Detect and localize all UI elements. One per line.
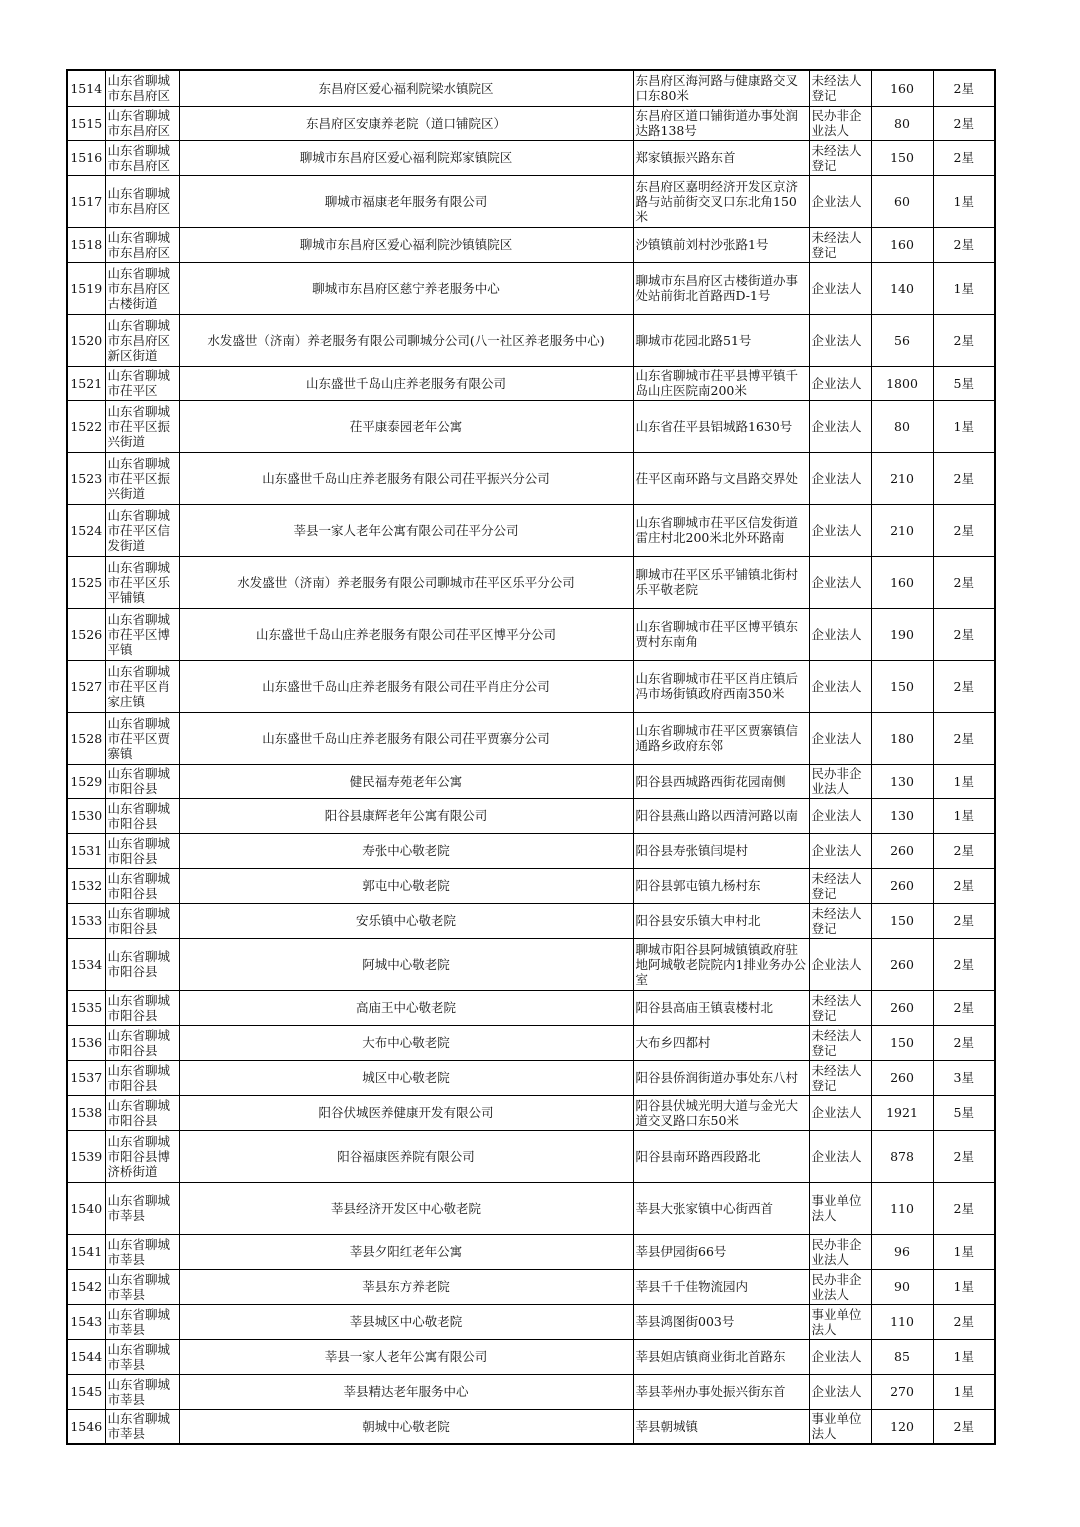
row-number: 1527 bbox=[67, 660, 105, 712]
legal-type-cell: 企业法人 bbox=[809, 504, 871, 556]
star-rating-cell: 2星 bbox=[933, 504, 995, 556]
star-rating-cell: 2星 bbox=[933, 1182, 995, 1234]
beds-cell: 160 bbox=[871, 556, 933, 608]
beds-cell: 190 bbox=[871, 608, 933, 660]
beds-cell: 180 bbox=[871, 712, 933, 764]
star-rating-cell: 5星 bbox=[933, 366, 995, 400]
beds-cell: 150 bbox=[871, 660, 933, 712]
beds-cell: 90 bbox=[871, 1269, 933, 1304]
region-cell: 山东省聊城市莘县 bbox=[105, 1304, 179, 1339]
row-number: 1525 bbox=[67, 556, 105, 608]
legal-type-cell: 未经法人登记 bbox=[809, 227, 871, 262]
address-cell: 聊城市花园北路51号 bbox=[633, 314, 809, 366]
table-row bbox=[67, 608, 995, 660]
legal-type-cell: 未经法人登记 bbox=[809, 1025, 871, 1060]
region-cell: 山东省聊城市阳谷县 bbox=[105, 868, 179, 903]
table-row bbox=[67, 504, 995, 556]
address-cell: 山东省聊城市茌平县博平镇千岛山庄医院南200米 bbox=[633, 366, 809, 400]
address-cell: 阳谷县安乐镇大申村北 bbox=[633, 903, 809, 938]
table-row bbox=[67, 903, 995, 938]
row-number: 1526 bbox=[67, 608, 105, 660]
address-cell: 莘县大张家镇中心街西首 bbox=[633, 1182, 809, 1234]
institution-name-cell: 山东盛世千岛山庄养老服务有限公司茌平区博平分公司 bbox=[179, 608, 633, 660]
table-row bbox=[67, 1304, 995, 1339]
beds-cell: 1921 bbox=[871, 1095, 933, 1130]
region-cell: 山东省聊城市东昌府区 bbox=[105, 140, 179, 175]
legal-type-cell: 未经法人登记 bbox=[809, 70, 871, 106]
row-number: 1517 bbox=[67, 175, 105, 227]
legal-type-cell: 民办非企业法人 bbox=[809, 106, 871, 140]
address-cell: 聊城市东昌府区古楼街道办事处站前街北首路西D-1号 bbox=[633, 262, 809, 314]
legal-type-cell: 企业法人 bbox=[809, 660, 871, 712]
beds-cell: 160 bbox=[871, 70, 933, 106]
legal-type-cell: 企业法人 bbox=[809, 1339, 871, 1374]
address-cell: 阳谷县南环路西段路北 bbox=[633, 1130, 809, 1182]
address-cell: 东昌府区嘉明经济开发区京济路与站前街交叉口东北角150米 bbox=[633, 175, 809, 227]
region-cell: 山东省聊城市茌平区振兴街道 bbox=[105, 400, 179, 452]
table-row bbox=[67, 556, 995, 608]
institution-name-cell: 阿城中心敬老院 bbox=[179, 938, 633, 990]
legal-type-cell: 民办非企业法人 bbox=[809, 1269, 871, 1304]
address-cell: 大布乡四都村 bbox=[633, 1025, 809, 1060]
table-row bbox=[67, 1095, 995, 1130]
row-number: 1520 bbox=[67, 314, 105, 366]
row-number: 1535 bbox=[67, 990, 105, 1025]
table-row bbox=[67, 1130, 995, 1182]
table-row bbox=[67, 1234, 995, 1269]
region-cell: 山东省聊城市莘县 bbox=[105, 1409, 179, 1444]
star-rating-cell: 2星 bbox=[933, 106, 995, 140]
legal-type-cell: 事业单位法人 bbox=[809, 1409, 871, 1444]
table-row bbox=[67, 798, 995, 833]
legal-type-cell: 未经法人登记 bbox=[809, 1060, 871, 1095]
row-number: 1537 bbox=[67, 1060, 105, 1095]
address-cell: 山东省聊城市茌平区贾寨镇信通路乡政府东邻 bbox=[633, 712, 809, 764]
beds-cell: 210 bbox=[871, 452, 933, 504]
institution-name-cell: 山东盛世千岛山庄养老服务有限公司茌平肖庄分公司 bbox=[179, 660, 633, 712]
star-rating-cell: 2星 bbox=[933, 227, 995, 262]
table-row bbox=[67, 227, 995, 262]
beds-cell: 260 bbox=[871, 990, 933, 1025]
institution-name-cell: 水发盛世（济南）养老服务有限公司聊城分公司(八一社区养老服务中心) bbox=[179, 314, 633, 366]
table-row bbox=[67, 938, 995, 990]
institution-name-cell: 安乐镇中心敬老院 bbox=[179, 903, 633, 938]
region-cell: 山东省聊城市茌平区振兴街道 bbox=[105, 452, 179, 504]
table-row bbox=[67, 1025, 995, 1060]
row-number: 1543 bbox=[67, 1304, 105, 1339]
star-rating-cell: 1星 bbox=[933, 175, 995, 227]
table-row bbox=[67, 712, 995, 764]
table-row bbox=[67, 452, 995, 504]
beds-cell: 150 bbox=[871, 903, 933, 938]
legal-type-cell: 企业法人 bbox=[809, 798, 871, 833]
row-number: 1514 bbox=[67, 70, 105, 106]
legal-type-cell: 民办非企业法人 bbox=[809, 764, 871, 798]
beds-cell: 60 bbox=[871, 175, 933, 227]
region-cell: 山东省聊城市东昌府区新区街道 bbox=[105, 314, 179, 366]
row-number: 1530 bbox=[67, 798, 105, 833]
legal-type-cell: 企业法人 bbox=[809, 314, 871, 366]
star-rating-cell: 2星 bbox=[933, 1409, 995, 1444]
star-rating-cell: 2星 bbox=[933, 868, 995, 903]
address-cell: 聊城市茌平区乐平铺镇北街村乐平敬老院 bbox=[633, 556, 809, 608]
star-rating-cell: 3星 bbox=[933, 1060, 995, 1095]
beds-cell: 110 bbox=[871, 1182, 933, 1234]
star-rating-cell: 1星 bbox=[933, 1234, 995, 1269]
star-rating-cell: 1星 bbox=[933, 1269, 995, 1304]
beds-cell: 85 bbox=[871, 1339, 933, 1374]
beds-cell: 260 bbox=[871, 868, 933, 903]
address-cell: 聊城市阳谷县阿城镇镇政府驻地阿城敬老院院内1排业务办公室 bbox=[633, 938, 809, 990]
legal-type-cell: 未经法人登记 bbox=[809, 140, 871, 175]
star-rating-cell: 2星 bbox=[933, 903, 995, 938]
table-row bbox=[67, 262, 995, 314]
institution-name-cell: 大布中心敬老院 bbox=[179, 1025, 633, 1060]
beds-cell: 260 bbox=[871, 938, 933, 990]
institution-name-cell: 阳谷福康医养院有限公司 bbox=[179, 1130, 633, 1182]
address-cell: 莘县妲店镇商业街北首路东 bbox=[633, 1339, 809, 1374]
row-number: 1529 bbox=[67, 764, 105, 798]
region-cell: 山东省聊城市东昌府区 bbox=[105, 227, 179, 262]
table-row bbox=[67, 1182, 995, 1234]
beds-cell: 150 bbox=[871, 140, 933, 175]
legal-type-cell: 未经法人登记 bbox=[809, 868, 871, 903]
row-number: 1532 bbox=[67, 868, 105, 903]
star-rating-cell: 2星 bbox=[933, 660, 995, 712]
institution-name-cell: 高庙王中心敬老院 bbox=[179, 990, 633, 1025]
beds-cell: 120 bbox=[871, 1409, 933, 1444]
star-rating-cell: 2星 bbox=[933, 556, 995, 608]
table-row bbox=[67, 1409, 995, 1444]
legal-type-cell: 事业单位法人 bbox=[809, 1304, 871, 1339]
star-rating-cell: 2星 bbox=[933, 1025, 995, 1060]
institution-name-cell: 郭屯中心敬老院 bbox=[179, 868, 633, 903]
row-number: 1534 bbox=[67, 938, 105, 990]
region-cell: 山东省聊城市阳谷县 bbox=[105, 798, 179, 833]
institution-name-cell: 聊城市东昌府区慈宁养老服务中心 bbox=[179, 262, 633, 314]
address-cell: 莘县千千佳物流园内 bbox=[633, 1269, 809, 1304]
row-number: 1524 bbox=[67, 504, 105, 556]
address-cell: 阳谷县寿张镇闫堤村 bbox=[633, 833, 809, 868]
row-number: 1544 bbox=[67, 1339, 105, 1374]
table-row bbox=[67, 366, 995, 400]
address-cell: 沙镇镇前刘村沙张路1号 bbox=[633, 227, 809, 262]
table-row bbox=[67, 1060, 995, 1095]
star-rating-cell: 2星 bbox=[933, 1304, 995, 1339]
star-rating-cell: 2星 bbox=[933, 608, 995, 660]
row-number: 1516 bbox=[67, 140, 105, 175]
star-rating-cell: 1星 bbox=[933, 764, 995, 798]
star-rating-cell: 1星 bbox=[933, 1339, 995, 1374]
region-cell: 山东省聊城市阳谷县 bbox=[105, 903, 179, 938]
star-rating-cell: 2星 bbox=[933, 1130, 995, 1182]
institution-name-cell: 山东盛世千岛山庄养老服务有限公司 bbox=[179, 366, 633, 400]
table-body bbox=[67, 70, 995, 1444]
institution-name-cell: 莘县夕阳红老年公寓 bbox=[179, 1234, 633, 1269]
legal-type-cell: 企业法人 bbox=[809, 1374, 871, 1409]
region-cell: 山东省聊城市莘县 bbox=[105, 1339, 179, 1374]
region-cell: 山东省聊城市东昌府区古楼街道 bbox=[105, 262, 179, 314]
row-number: 1528 bbox=[67, 712, 105, 764]
region-cell: 山东省聊城市东昌府区 bbox=[105, 70, 179, 106]
row-number: 1531 bbox=[67, 833, 105, 868]
legal-type-cell: 企业法人 bbox=[809, 175, 871, 227]
beds-cell: 160 bbox=[871, 227, 933, 262]
star-rating-cell: 2星 bbox=[933, 938, 995, 990]
region-cell: 山东省聊城市阳谷县 bbox=[105, 833, 179, 868]
institution-name-cell: 山东盛世千岛山庄养老服务有限公司茌平贾寨分公司 bbox=[179, 712, 633, 764]
legal-type-cell: 企业法人 bbox=[809, 712, 871, 764]
legal-type-cell: 企业法人 bbox=[809, 452, 871, 504]
address-cell: 阳谷县郭屯镇九杨村东 bbox=[633, 868, 809, 903]
region-cell: 山东省聊城市阳谷县 bbox=[105, 1095, 179, 1130]
region-cell: 山东省聊城市茌平区肖家庄镇 bbox=[105, 660, 179, 712]
region-cell: 山东省聊城市东昌府区 bbox=[105, 106, 179, 140]
legal-type-cell: 企业法人 bbox=[809, 366, 871, 400]
address-cell: 阳谷县高庙王镇袁楼村北 bbox=[633, 990, 809, 1025]
address-cell: 阳谷县伏城光明大道与金光大道交叉路口东50米 bbox=[633, 1095, 809, 1130]
table-row bbox=[67, 106, 995, 140]
address-cell: 山东省聊城市茌平区肖庄镇后冯市场街镇政府西南350米 bbox=[633, 660, 809, 712]
institution-name-cell: 莘县一家人老年公寓有限公司茌平分公司 bbox=[179, 504, 633, 556]
legal-type-cell: 企业法人 bbox=[809, 833, 871, 868]
beds-cell: 130 bbox=[871, 764, 933, 798]
star-rating-cell: 1星 bbox=[933, 798, 995, 833]
region-cell: 山东省聊城市茌平区贾寨镇 bbox=[105, 712, 179, 764]
address-cell: 莘县莘州办事处振兴街东首 bbox=[633, 1374, 809, 1409]
region-cell: 山东省聊城市莘县 bbox=[105, 1374, 179, 1409]
region-cell: 山东省聊城市莘县 bbox=[105, 1182, 179, 1234]
address-cell: 山东省茌平县铝城路1630号 bbox=[633, 400, 809, 452]
table-row bbox=[67, 400, 995, 452]
institution-name-cell: 阳谷伏城医养健康开发有限公司 bbox=[179, 1095, 633, 1130]
institution-name-cell: 聊城市东昌府区爱心福利院郑家镇院区 bbox=[179, 140, 633, 175]
row-number: 1541 bbox=[67, 1234, 105, 1269]
address-cell: 莘县伊园街66号 bbox=[633, 1234, 809, 1269]
legal-type-cell: 企业法人 bbox=[809, 1130, 871, 1182]
address-cell: 山东省聊城市茌平区博平镇东贾村东南角 bbox=[633, 608, 809, 660]
address-cell: 东昌府区海河路与健康路交叉口东80米 bbox=[633, 70, 809, 106]
table-row bbox=[67, 70, 995, 106]
address-cell: 阳谷县侨润街道办事处东八村 bbox=[633, 1060, 809, 1095]
legal-type-cell: 企业法人 bbox=[809, 608, 871, 660]
institution-name-cell: 阳谷县康辉老年公寓有限公司 bbox=[179, 798, 633, 833]
beds-cell: 260 bbox=[871, 1060, 933, 1095]
legal-type-cell: 事业单位法人 bbox=[809, 1182, 871, 1234]
address-cell: 莘县朝城镇 bbox=[633, 1409, 809, 1444]
region-cell: 山东省聊城市阳谷县 bbox=[105, 938, 179, 990]
star-rating-cell: 1星 bbox=[933, 1374, 995, 1409]
row-number: 1542 bbox=[67, 1269, 105, 1304]
star-rating-cell: 2星 bbox=[933, 314, 995, 366]
region-cell: 山东省聊城市东昌府区 bbox=[105, 175, 179, 227]
legal-type-cell: 企业法人 bbox=[809, 262, 871, 314]
region-cell: 山东省聊城市阳谷县 bbox=[105, 1060, 179, 1095]
institution-name-cell: 城区中心敬老院 bbox=[179, 1060, 633, 1095]
table-row bbox=[67, 1339, 995, 1374]
row-number: 1519 bbox=[67, 262, 105, 314]
star-rating-cell: 2星 bbox=[933, 140, 995, 175]
star-rating-cell: 2星 bbox=[933, 712, 995, 764]
beds-cell: 210 bbox=[871, 504, 933, 556]
legal-type-cell: 企业法人 bbox=[809, 938, 871, 990]
institution-name-cell: 莘县城区中心敬老院 bbox=[179, 1304, 633, 1339]
address-cell: 阳谷县燕山路以西清河路以南 bbox=[633, 798, 809, 833]
registry-table bbox=[66, 69, 996, 1445]
region-cell: 山东省聊城市莘县 bbox=[105, 1234, 179, 1269]
region-cell: 山东省聊城市阳谷县博济桥街道 bbox=[105, 1130, 179, 1182]
institution-name-cell: 水发盛世（济南）养老服务有限公司聊城市茌平区乐平分公司 bbox=[179, 556, 633, 608]
region-cell: 山东省聊城市茌平区 bbox=[105, 366, 179, 400]
address-cell: 莘县鸿图街003号 bbox=[633, 1304, 809, 1339]
region-cell: 山东省聊城市阳谷县 bbox=[105, 764, 179, 798]
legal-type-cell: 未经法人登记 bbox=[809, 903, 871, 938]
row-number: 1521 bbox=[67, 366, 105, 400]
institution-name-cell: 茌平康泰园老年公寓 bbox=[179, 400, 633, 452]
star-rating-cell: 5星 bbox=[933, 1095, 995, 1130]
beds-cell: 96 bbox=[871, 1234, 933, 1269]
address-cell: 阳谷县西城路西街花园南侧 bbox=[633, 764, 809, 798]
beds-cell: 110 bbox=[871, 1304, 933, 1339]
region-cell: 山东省聊城市茌平区博平镇 bbox=[105, 608, 179, 660]
table-row bbox=[67, 314, 995, 366]
star-rating-cell: 1星 bbox=[933, 400, 995, 452]
beds-cell: 150 bbox=[871, 1025, 933, 1060]
star-rating-cell: 1星 bbox=[933, 262, 995, 314]
region-cell: 山东省聊城市阳谷县 bbox=[105, 990, 179, 1025]
row-number: 1546 bbox=[67, 1409, 105, 1444]
table-row bbox=[67, 1269, 995, 1304]
address-cell: 山东省聊城市茌平区信发街道雷庄村北200米北外环路南 bbox=[633, 504, 809, 556]
region-cell: 山东省聊城市茌平区乐平铺镇 bbox=[105, 556, 179, 608]
row-number: 1538 bbox=[67, 1095, 105, 1130]
institution-name-cell: 聊城市福康老年服务有限公司 bbox=[179, 175, 633, 227]
row-number: 1515 bbox=[67, 106, 105, 140]
beds-cell: 270 bbox=[871, 1374, 933, 1409]
legal-type-cell: 企业法人 bbox=[809, 1095, 871, 1130]
region-cell: 山东省聊城市阳谷县 bbox=[105, 1025, 179, 1060]
table-row bbox=[67, 833, 995, 868]
row-number: 1536 bbox=[67, 1025, 105, 1060]
institution-name-cell: 健民福寿苑老年公寓 bbox=[179, 764, 633, 798]
institution-name-cell: 山东盛世千岛山庄养老服务有限公司茌平振兴分公司 bbox=[179, 452, 633, 504]
table-row bbox=[67, 990, 995, 1025]
institution-name-cell: 东昌府区爱心福利院梁水镇院区 bbox=[179, 70, 633, 106]
table-row bbox=[67, 140, 995, 175]
row-number: 1518 bbox=[67, 227, 105, 262]
row-number: 1540 bbox=[67, 1182, 105, 1234]
address-cell: 东昌府区道口铺街道办事处润达路138号 bbox=[633, 106, 809, 140]
star-rating-cell: 2星 bbox=[933, 833, 995, 868]
row-number: 1522 bbox=[67, 400, 105, 452]
institution-name-cell: 聊城市东昌府区爱心福利院沙镇镇院区 bbox=[179, 227, 633, 262]
star-rating-cell: 2星 bbox=[933, 70, 995, 106]
beds-cell: 878 bbox=[871, 1130, 933, 1182]
legal-type-cell: 民办非企业法人 bbox=[809, 1234, 871, 1269]
legal-type-cell: 未经法人登记 bbox=[809, 990, 871, 1025]
institution-name-cell: 东昌府区安康养老院（道口铺院区） bbox=[179, 106, 633, 140]
beds-cell: 80 bbox=[871, 106, 933, 140]
institution-name-cell: 莘县精达老年服务中心 bbox=[179, 1374, 633, 1409]
beds-cell: 130 bbox=[871, 798, 933, 833]
legal-type-cell: 企业法人 bbox=[809, 556, 871, 608]
table-row bbox=[67, 1374, 995, 1409]
region-cell: 山东省聊城市莘县 bbox=[105, 1269, 179, 1304]
beds-cell: 80 bbox=[871, 400, 933, 452]
institution-name-cell: 莘县东方养老院 bbox=[179, 1269, 633, 1304]
legal-type-cell: 企业法人 bbox=[809, 400, 871, 452]
institution-name-cell: 莘县经济开发区中心敬老院 bbox=[179, 1182, 633, 1234]
row-number: 1533 bbox=[67, 903, 105, 938]
region-cell: 山东省聊城市茌平区信发街道 bbox=[105, 504, 179, 556]
row-number: 1545 bbox=[67, 1374, 105, 1409]
beds-cell: 260 bbox=[871, 833, 933, 868]
institution-name-cell: 寿张中心敬老院 bbox=[179, 833, 633, 868]
table-row bbox=[67, 764, 995, 798]
table-row bbox=[67, 868, 995, 903]
table-row bbox=[67, 175, 995, 227]
star-rating-cell: 2星 bbox=[933, 990, 995, 1025]
row-number: 1523 bbox=[67, 452, 105, 504]
address-cell: 郑家镇振兴路东首 bbox=[633, 140, 809, 175]
institution-name-cell: 朝城中心敬老院 bbox=[179, 1409, 633, 1444]
institution-name-cell: 莘县一家人老年公寓有限公司 bbox=[179, 1339, 633, 1374]
beds-cell: 140 bbox=[871, 262, 933, 314]
row-number: 1539 bbox=[67, 1130, 105, 1182]
beds-cell: 1800 bbox=[871, 366, 933, 400]
star-rating-cell: 2星 bbox=[933, 452, 995, 504]
address-cell: 茌平区南环路与文昌路交界处 bbox=[633, 452, 809, 504]
table-row bbox=[67, 660, 995, 712]
beds-cell: 56 bbox=[871, 314, 933, 366]
